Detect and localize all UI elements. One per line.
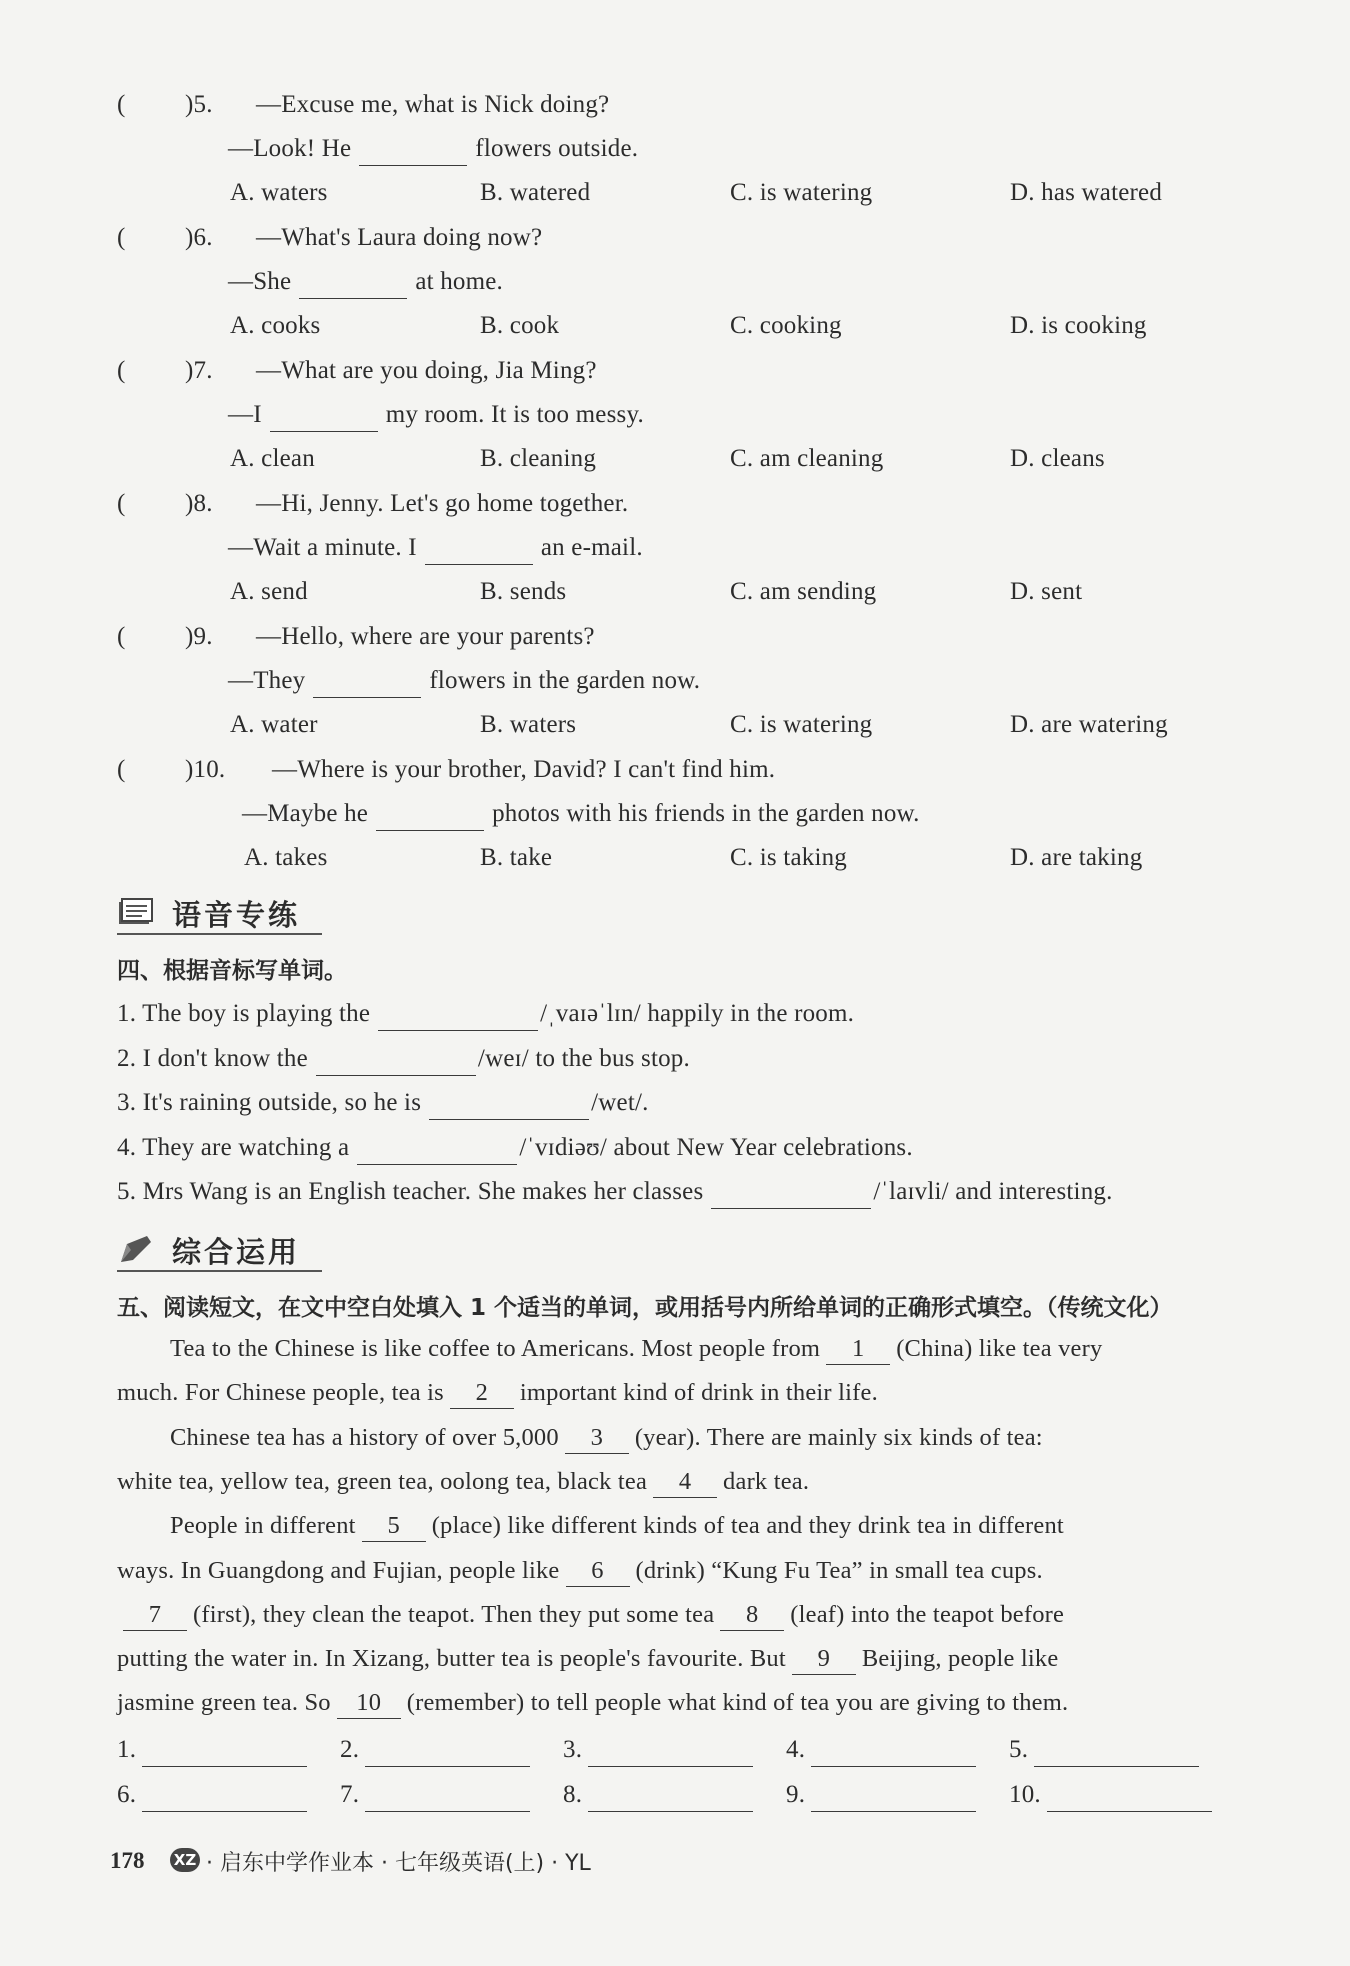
option-c: C. is taking [730,844,847,871]
reading-heading: 五、阅读短文，在文中空白处填入 1 个适当的单词，或用括号内所给单词的正确形式填空。（传统文化） [117,1295,1173,1321]
passage-text: Tea to the Chinese is like coffee to Americans. Most people from [170,1335,821,1362]
response-end: my room. It is too messy. [385,401,644,428]
passage-line [170,1421,1043,1455]
question-line: —Where is your brother, David? I can't find him. [272,756,776,783]
answer-label: 3. [563,1736,583,1763]
option-c: C. am cleaning [730,445,884,472]
numbered-blank: 8 [720,1600,784,1631]
passage-text: white tea, yellow tea, green tea, oolong tea, black tea [117,1467,648,1495]
phonetics-item [117,997,854,1031]
option-a: A. cooks [230,312,321,339]
passage-text: (year). There are mainly six kinds of tea: [634,1423,1043,1451]
passage-text: (drink) “Kung Fu Tea” in small tea cups. [635,1556,1043,1584]
pencil-icon [117,1232,155,1266]
book-icon [117,896,155,930]
response-end: flowers outside. [475,135,639,162]
item-phonetic: /wet/. [591,1089,649,1116]
passage-line [117,1465,809,1499]
question-line: —Hello, where are your parents? [256,623,595,650]
answer-cell [1009,1778,1212,1812]
option-b: B. take [480,844,553,871]
answer-line [811,1742,976,1767]
response-end: at home. [415,268,503,295]
passage-text: (China) like tea very [896,1335,1103,1362]
response-line [228,265,503,299]
answer-cell [563,1778,753,1812]
passage-line [117,1554,1043,1588]
answer-paren: ( [117,91,126,118]
phonetics-heading: 四、根据音标写单词。 [117,958,347,984]
answer-blank [711,1182,871,1209]
answer-label: 10. [1009,1781,1041,1808]
item-start: 1. The boy is playing the [117,1000,371,1027]
response-start: —I [228,401,262,428]
phonetics-item [117,1131,913,1165]
passage-text: (first), they clean the teapot. Then they put some tea [193,1600,715,1628]
response-line [228,664,700,698]
answer-paren: ( [117,756,126,783]
numbered-blank: 4 [653,1467,717,1498]
passage-text: putting the water in. In Xizang, butter tea is people's favourite. But [117,1645,786,1673]
section-title-phonetics: 语音专练 [172,898,301,932]
option-c: C. am sending [730,578,877,605]
option-d: D. are watering [1010,711,1168,738]
passage-line [117,1642,1058,1676]
passage-line [117,1686,1068,1720]
item-phonetic: /ˌvaɪəˈlɪn/ happily in the room. [540,1000,855,1027]
answer-paren: ( [117,357,126,384]
answer-cell [563,1733,753,1767]
passage-text: Chinese tea has a history of over 5,000 [170,1423,559,1451]
answer-paren: ( [117,623,126,650]
question-line: —What's Laura doing now? [256,224,543,251]
item-start: 4. They are watching a [117,1133,350,1161]
section-underline [117,933,322,935]
response-start: —Wait a minute. I [228,534,417,561]
option-d: D. is cooking [1010,312,1147,339]
numbered-blank: 10 [337,1688,401,1719]
item-start: 2. I don't know the [117,1044,308,1072]
response-end: photos with his friends in the garden now. [492,800,920,827]
answer-cell [340,1733,530,1767]
passage-line [170,1332,1102,1366]
question-number: )10. [185,756,226,783]
answer-cell [1009,1733,1199,1767]
response-start: —She [228,268,292,295]
section-title-reading: 综合运用 [172,1235,301,1269]
phonetics-item [117,1042,690,1076]
passage-line [170,1509,1064,1543]
answer-line [1034,1742,1199,1767]
answer-line [811,1787,976,1812]
item-phonetic: /ˈlaɪvli/ and interesting. [873,1178,1113,1205]
option-a: A. takes [244,844,328,871]
publisher-badge: XZ [170,1848,200,1872]
passage-text: dark tea. [723,1467,810,1495]
question-number: )8. [185,490,213,517]
numbered-blank: 5 [362,1511,426,1542]
passage-line [117,1598,1064,1632]
answer-paren: ( [117,224,126,251]
option-b: B. waters [480,711,577,738]
answer-label: 5. [1009,1736,1029,1763]
answer-label: 2. [340,1736,360,1763]
option-b: B. watered [480,179,591,206]
passage-text: jasmine green tea. So [117,1689,331,1717]
answer-label: 9. [786,1781,806,1808]
response-line [228,132,638,166]
response-start: —They [228,667,306,694]
numbered-blank: 9 [792,1644,856,1675]
answer-blank [313,671,421,698]
item-start: 5. Mrs Wang is an English teacher. She makes her classes [117,1178,704,1205]
response-start: —Look! He [228,135,352,162]
numbered-blank: 7 [123,1600,187,1631]
item-start: 3. It's raining outside, so he is [117,1089,422,1116]
option-d: D. cleans [1010,445,1105,472]
answer-cell [786,1733,976,1767]
item-phonetic: /weɪ/ to the bus stop. [477,1044,690,1072]
answer-paren: ( [117,490,126,517]
answer-blank [425,538,533,565]
answer-cell [117,1778,307,1812]
option-a: A. send [230,578,308,605]
option-d: D. sent [1010,578,1083,605]
option-c: C. cooking [730,312,842,339]
question-number: )6. [185,224,213,251]
answer-blank [316,1049,476,1076]
answer-line [142,1787,307,1812]
answer-blank [270,405,378,432]
option-d: D. are taking [1010,844,1143,871]
answer-blank [359,139,467,166]
answer-line [588,1787,753,1812]
passage-text: (leaf) into the teapot before [790,1600,1065,1628]
answer-blank [299,272,407,299]
phonetics-item [117,1175,1113,1209]
phonetics-item [117,1086,649,1120]
response-end: an e-mail. [540,534,643,561]
option-d: D. has watered [1010,179,1163,206]
answer-label: 8. [563,1781,583,1808]
question-number: )5. [185,91,213,118]
answer-cell [340,1778,530,1812]
option-b: B. cook [480,312,560,339]
answer-line [588,1742,753,1767]
numbered-blank: 1 [826,1334,890,1365]
answer-line [142,1742,307,1767]
passage-text: (place) like different kinds of tea and they drink tea in different [431,1512,1064,1540]
numbered-blank: 6 [566,1556,630,1587]
footer-text: · 启东中学作业本 · 七年级英语(上) · YL [206,1851,591,1876]
option-a: A. waters [230,179,328,206]
answer-line [365,1787,530,1812]
answer-blank [429,1093,589,1120]
response-line [242,797,920,831]
option-b: B. sends [480,578,567,605]
answer-label: 1. [117,1736,137,1763]
answer-blank [357,1138,517,1165]
answer-blank [378,1004,538,1031]
passage-text: much. For Chinese people, tea is [117,1379,444,1407]
response-line [228,398,644,432]
question-line: —What are you doing, Jia Ming? [256,357,597,384]
passage-text: ways. In Guangdong and Fujian, people like [117,1556,560,1584]
option-c: C. is watering [730,711,873,738]
response-end: flowers in the garden now. [429,667,701,694]
passage-line [117,1376,878,1410]
answer-line [1047,1787,1212,1812]
answer-label: 7. [340,1781,360,1808]
answer-label: 6. [117,1781,137,1808]
question-number: )9. [185,623,213,650]
option-c: C. is watering [730,179,873,206]
option-a: A. clean [230,445,315,472]
question-line: —Excuse me, what is Nick doing? [256,91,610,118]
section-underline [117,1270,322,1272]
numbered-blank: 3 [565,1423,629,1454]
passage-text: important kind of drink in their life. [519,1379,878,1407]
question-number: )7. [185,357,213,384]
question-line: —Hi, Jenny. Let's go home together. [256,490,629,517]
response-start: —Maybe he [242,800,369,827]
page-number: 178 [110,1848,145,1873]
answer-cell [786,1778,976,1812]
answer-label: 4. [786,1736,806,1763]
answer-line [365,1742,530,1767]
passage-text: (remember) to tell people what kind of tea you are giving to them. [406,1689,1069,1717]
numbered-blank: 2 [450,1378,514,1409]
passage-text: Beijing, people like [861,1645,1059,1673]
answer-cell [117,1733,307,1767]
answer-blank [376,804,484,831]
option-a: A. water [230,711,318,738]
passage-text: People in different [170,1512,356,1540]
option-b: B. cleaning [480,445,597,472]
item-phonetic: /ˈvɪdiəʊ/ about New Year celebrations. [519,1133,913,1161]
response-line [228,531,643,565]
